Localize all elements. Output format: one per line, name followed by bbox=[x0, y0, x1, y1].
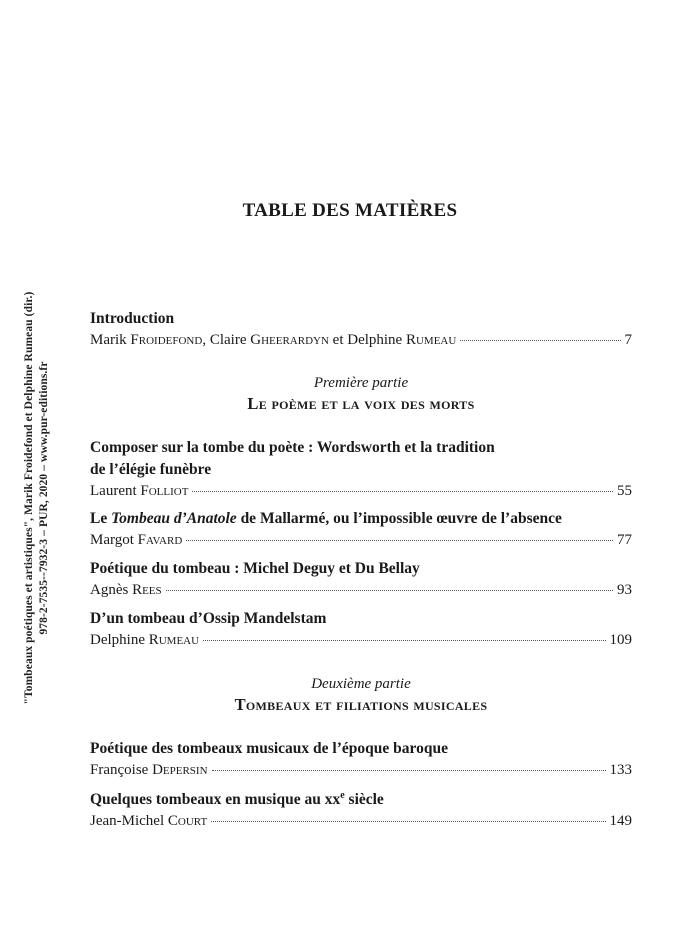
side-copyright-note bbox=[22, 48, 52, 948]
dot-leader bbox=[166, 590, 613, 591]
dot-leader bbox=[211, 821, 605, 822]
page-number: 133 bbox=[609, 762, 632, 778]
entry-title: Poétique du tombeau : Michel Deguy et Du Bellay bbox=[90, 560, 420, 577]
authors: Marik Froidefond, Claire Gheerardyn et Delphine Rumeau bbox=[90, 332, 457, 348]
author-line bbox=[90, 630, 632, 651]
part-label: Première partie bbox=[313, 375, 409, 391]
part-title: Le poème et la voix des morts bbox=[247, 394, 475, 413]
entry-title: D’un tombeau d’Ossip Mandelstam bbox=[90, 610, 327, 627]
part-1-header bbox=[90, 373, 632, 415]
author: Jean-Michel Court bbox=[90, 813, 208, 829]
toc-entry-introduction bbox=[90, 308, 632, 351]
author-line bbox=[90, 760, 632, 781]
author-line bbox=[90, 811, 632, 832]
dot-leader bbox=[203, 640, 605, 641]
toc-entry bbox=[90, 508, 632, 551]
author: Delphine Rumeau bbox=[90, 632, 200, 648]
entry-title-line-2: de l’élégie funèbre bbox=[90, 461, 212, 478]
author-line bbox=[90, 580, 632, 601]
author: Agnès Rees bbox=[90, 582, 162, 598]
toc-entry bbox=[90, 738, 632, 781]
side-note-line-1: "Tombeaux poétiques et artistiques", Marik Froidefond et Delphine Rumeau (dir.) bbox=[23, 291, 35, 705]
toc-entry bbox=[90, 789, 632, 832]
author-line bbox=[90, 330, 632, 351]
dot-leader bbox=[186, 540, 613, 541]
dot-leader bbox=[460, 340, 620, 341]
part-2-header bbox=[90, 674, 632, 716]
page-number: 77 bbox=[617, 532, 632, 548]
author: Margot Favard bbox=[90, 532, 183, 548]
page-number: 55 bbox=[617, 483, 632, 499]
author-line bbox=[90, 530, 632, 551]
page-number: 93 bbox=[617, 582, 632, 598]
author: Françoise Depersin bbox=[90, 762, 208, 778]
entry-title: Le Tombeau d’Anatole de Mallarmé, ou l’impossible œuvre de l’absence bbox=[90, 510, 562, 527]
part-title: Tombeaux et filiations musicales bbox=[234, 695, 488, 714]
entry-title: Quelques tombeaux en musique au $xx^e$ siècle bbox=[90, 789, 384, 808]
author: Laurent Folliot bbox=[90, 483, 189, 499]
part-label: Deuxième partie bbox=[311, 676, 411, 692]
side-note-line-2: 978-2-7535--7932-3 – PUR, 2020 – www.pur-editions.fr bbox=[38, 361, 50, 635]
toc-entry bbox=[90, 608, 632, 651]
page-number: 109 bbox=[609, 632, 632, 648]
page-number: 7 bbox=[624, 332, 632, 348]
entry-title: Introduction bbox=[90, 310, 175, 327]
toc-entry bbox=[90, 558, 632, 601]
page-number: 149 bbox=[609, 813, 632, 829]
author-line bbox=[90, 481, 632, 502]
entry-title: Poétique des tombeaux musicaux de l’époque baroque bbox=[90, 740, 448, 757]
dot-leader bbox=[212, 770, 606, 771]
entry-title-line-1: Composer sur la tombe du poète : Wordsworth et la tradition bbox=[90, 439, 495, 456]
toc-entry bbox=[90, 437, 632, 502]
page-title: TABLE DES MATIÈRES bbox=[242, 200, 458, 221]
dot-leader bbox=[192, 491, 613, 492]
